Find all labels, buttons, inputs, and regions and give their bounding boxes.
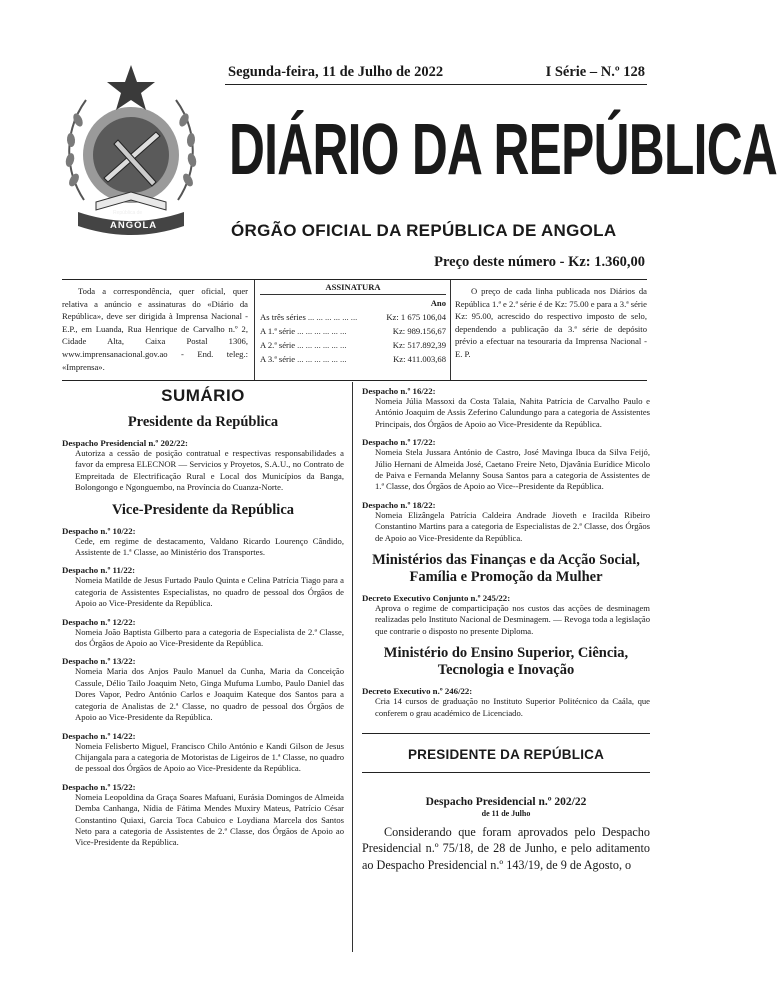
summary-item-text: Nomeia Felisberto Miguel, Francisco Chilo António e Kandi Gilson de Jesus Chijangala para a categoria de Motoristas de Ligeiros de 1.ª Classe, no quadro de pessoal dos Órgãos de Apoio ao Vice-Presidente da República. xyxy=(75,740,344,774)
summary-item-text: Nomeia João Baptista Gilberto para a categoria de Especialista de 2.ª Classe, dos Órgãos de Apoio ao Vice-Presidente da República. xyxy=(75,626,344,649)
summary-right-column xyxy=(362,386,650,873)
subscription-row xyxy=(260,354,446,364)
subscription-row-leader: ... ... ... ... ... ... xyxy=(297,326,347,336)
summary-item-text: Nomeia Leopoldina da Graça Soares Mafuani, Eurásia Domingos de Almeida Demba Canhanga, Nídia de Fátima Mendes Muxiry Mateus, Patrício César Constantino Quiaxi, Garcia Toca Cabuico e Loydiana Marcela dos Santos Neto para a categoria de Assistentes de 2.ª Classe, dos Órgãos de Apoio ao Vice-Presidente da República. xyxy=(75,791,344,848)
summary-item-label: Despacho n.º 15/22: xyxy=(62,781,136,792)
summary-item-text: Aprova o regime de comparticipação nos custos das acções de desminagem realizadas pelo Instituto Nacional de Desminagem. — Revoga toda a legislação que contrarie o disposto no presente Diploma. xyxy=(375,603,650,636)
summary-section-heading: Presidente da República xyxy=(127,414,279,430)
summary-item-label: Despacho n.º 11/22: xyxy=(62,565,136,576)
summary-item-label: Despacho n.º 13/22: xyxy=(62,656,136,667)
article-section-heading: PRESIDENTE DA REPÚBLICA xyxy=(407,747,605,763)
subscription-row-label: As três séries xyxy=(260,312,306,322)
issue-series-number: I Série – N.º 128 xyxy=(545,64,645,80)
subscription-row xyxy=(260,312,446,322)
article-date: de 11 de Julho xyxy=(481,809,531,819)
subscription-row-leader: ... ... ... ... ... ... xyxy=(297,354,347,364)
subscription-year-label: Ano xyxy=(430,298,446,308)
emblem-motto: República de xyxy=(113,210,143,216)
summary-item-text: Nomeia Elizângela Patrícia Caldeira Andrade Jioveth e Iracilda Ribeiro Constantino Martins para a categoria de Especialistas de 2.ª Classe, dos Órgãos de Apoio ao Vice-Presidente da República. xyxy=(375,509,650,543)
correspondence-notice: Toda a correspondência, quer oficial, quer relativa a anúncio e assinaturas do «Diário da República», deve ser dirigida à Imprensa Nacional - E.P., em Luanda, Rua Henrique de Carvalho n.º 2, Cidade Alta, Caixa Postal 1306, www.imprensanacional.gov.ao - End. teleg.: «Imprensa». xyxy=(62,286,248,372)
section-rule xyxy=(362,733,650,734)
subscription-row-leader: ... ... ... ... ... ... xyxy=(307,312,358,322)
article-body: Considerando que foram aprovados pelo Despacho Presidencial n.º 75/18, de 28 de Junho, e pelo aditamento ao Despacho Presidencial n.º 143/19, de 9 de Agosto, o xyxy=(362,825,650,872)
summary-item-text: Nomeia Stela Jussara António de Castro, José Mavinga Ibuca da Silva Feijó, Júlio Hernani de Almeida José, Caetano Freire Neto, Djavânia Eurídice Micolo de Paiva e Fernanda Melanny Sousa Santos para a categoria de Assistentes de 1.ª Classe, dos Órgãos de Apoio ao Vice--Presidente da República. xyxy=(375,447,650,492)
subscription-row-value: Kz: 989.156,67 xyxy=(392,326,446,336)
masthead-title: DIÁRIO DA REPÚBLICA xyxy=(229,110,777,190)
summary-item-text: Nomeia Maria dos Anjos Paulo Manuel da Cunha, Maria da Conceição Cassule, Délio Tailo Joaquim Neto, Ginga Mufuma Lumbo, Paulo Daniel das Dores Vapor, Pedro António Carlos e Joaquim Kateque dos Santos para a categoria de Analistas de 2.ª Classe, no quadro de pessoal dos Órgãos de Apoio ao Vice-Presidente da República. xyxy=(75,666,344,723)
masthead-subtitle: ÓRGÃO OFICIAL DA REPÚBLICA DE ANGOLA xyxy=(231,221,617,240)
article-title: Despacho Presidencial n.º 202/22 xyxy=(425,796,587,809)
subscription-row-value: Kz: 411.003,68 xyxy=(393,354,446,364)
summary-section-heading: Vice-Presidente da República xyxy=(111,501,295,518)
subscription-row xyxy=(260,340,446,350)
summary-left-column xyxy=(62,386,344,849)
section-rule xyxy=(362,772,650,773)
subscription-row-value: Kz: 1 675 106,04 xyxy=(386,312,446,322)
subscription-table xyxy=(260,282,446,364)
summary-item-label: Despacho n.º 16/22: xyxy=(362,386,436,396)
summary-section-heading: Ministérios das Finanças e da Acção Social, Família e Promoção da Mulher xyxy=(372,552,640,586)
issue-date: Segunda-feira, 11 de Julho de 2022 xyxy=(228,64,444,80)
info-box xyxy=(62,279,647,381)
summary-section-heading: Ministério do Ensino Superior, Ciência, Tecnologia e Inovação xyxy=(383,645,629,679)
angola-coat-of-arms-emblem xyxy=(56,60,206,240)
price-note: O preço de cada linha publicada nos Diários da República 1.ª e 2.ª série é de Kz: 75.00 e para a 3.ª série Kz: 95.00, acrescido do respectivo imposto de selo, dependendo a publicação da 3.ª série de depósito prévio a efectuar na tesouraria da Imprensa Nacional - E. P. xyxy=(455,286,647,359)
summary-item-text: Nomeia Matilde de Jesus Furtado Paulo Quinta e Celina Patrícia Tiago para a categoria de Assistentes Especialistas, no quadro de pessoal dos Órgãos de Apoio ao Vice-Presidente da República. xyxy=(75,575,344,609)
divider xyxy=(450,280,451,380)
summary-item-label: Despacho n.º 14/22: xyxy=(62,730,136,741)
summary-item-text: Nomeia Júlia Massoxi da Costa Talaia, Nahita Patrícia de Carvalho Paulo e António Joaquim de Assis Zeferino Calundungo para a categoria de Assistentes Principais, dos Órgãos de Apoio ao Vice-Presidente da República. xyxy=(375,396,650,429)
subscription-row-label: A 1.ª série xyxy=(260,326,296,336)
summary-item-text: Cria 14 cursos de graduação no Instituto Superior Politécnico da Caála, que conferem o grau académico de Licenciado. xyxy=(375,696,650,718)
summary-item-text: Autoriza a cessão de posição contratual e respectivas responsabilidades a favor da empresa ELECNOR — Servicios y Proyetos, S.A.U., no Contrato de Empreitada de Electrificação Rural e Local dos Municípios da Banga, Bolongongo e Ngonguembo, na Província do Cuanza-Norte. xyxy=(75,448,344,493)
divider xyxy=(254,280,255,380)
subscription-row-label: A 3.ª série xyxy=(260,354,296,364)
subscription-row xyxy=(260,326,446,336)
subscription-row-leader: ... ... ... ... ... ... xyxy=(297,340,347,350)
summary-item-label: Despacho n.º 17/22: xyxy=(362,437,436,448)
summary-title: SUMÁRIO xyxy=(161,386,245,405)
header-rule xyxy=(225,84,647,85)
summary-item-label: Despacho n.º 18/22: xyxy=(362,499,436,510)
subscription-title: ASSINATURA xyxy=(260,282,446,295)
summary-item-label: Decreto Executivo Conjunto n.º 245/22: xyxy=(362,593,511,604)
summary-item-label: Despacho n.º 10/22: xyxy=(62,525,136,536)
subscription-row-label: A 2.ª série xyxy=(260,340,296,350)
summary-item-label: Despacho n.º 12/22: xyxy=(62,616,136,627)
issue-price: Preço deste número - Kz: 1.360,00 xyxy=(434,254,645,270)
summary-item-label: Decreto Executivo n.º 246/22: xyxy=(362,686,473,697)
subscription-row-value: Kz: 517.892,39 xyxy=(392,340,446,350)
summary-item-text: Cede, em regime de destacamento, Valdano Ricardo Lourenço Cândido, Assistente de 1.ª Classe, ao Ministério dos Transportes. xyxy=(75,535,344,558)
column-divider xyxy=(352,382,353,952)
emblem-country: ANGOLA xyxy=(110,220,158,231)
summary-item-label: Despacho Presidencial n.º 202/22: xyxy=(62,438,188,448)
